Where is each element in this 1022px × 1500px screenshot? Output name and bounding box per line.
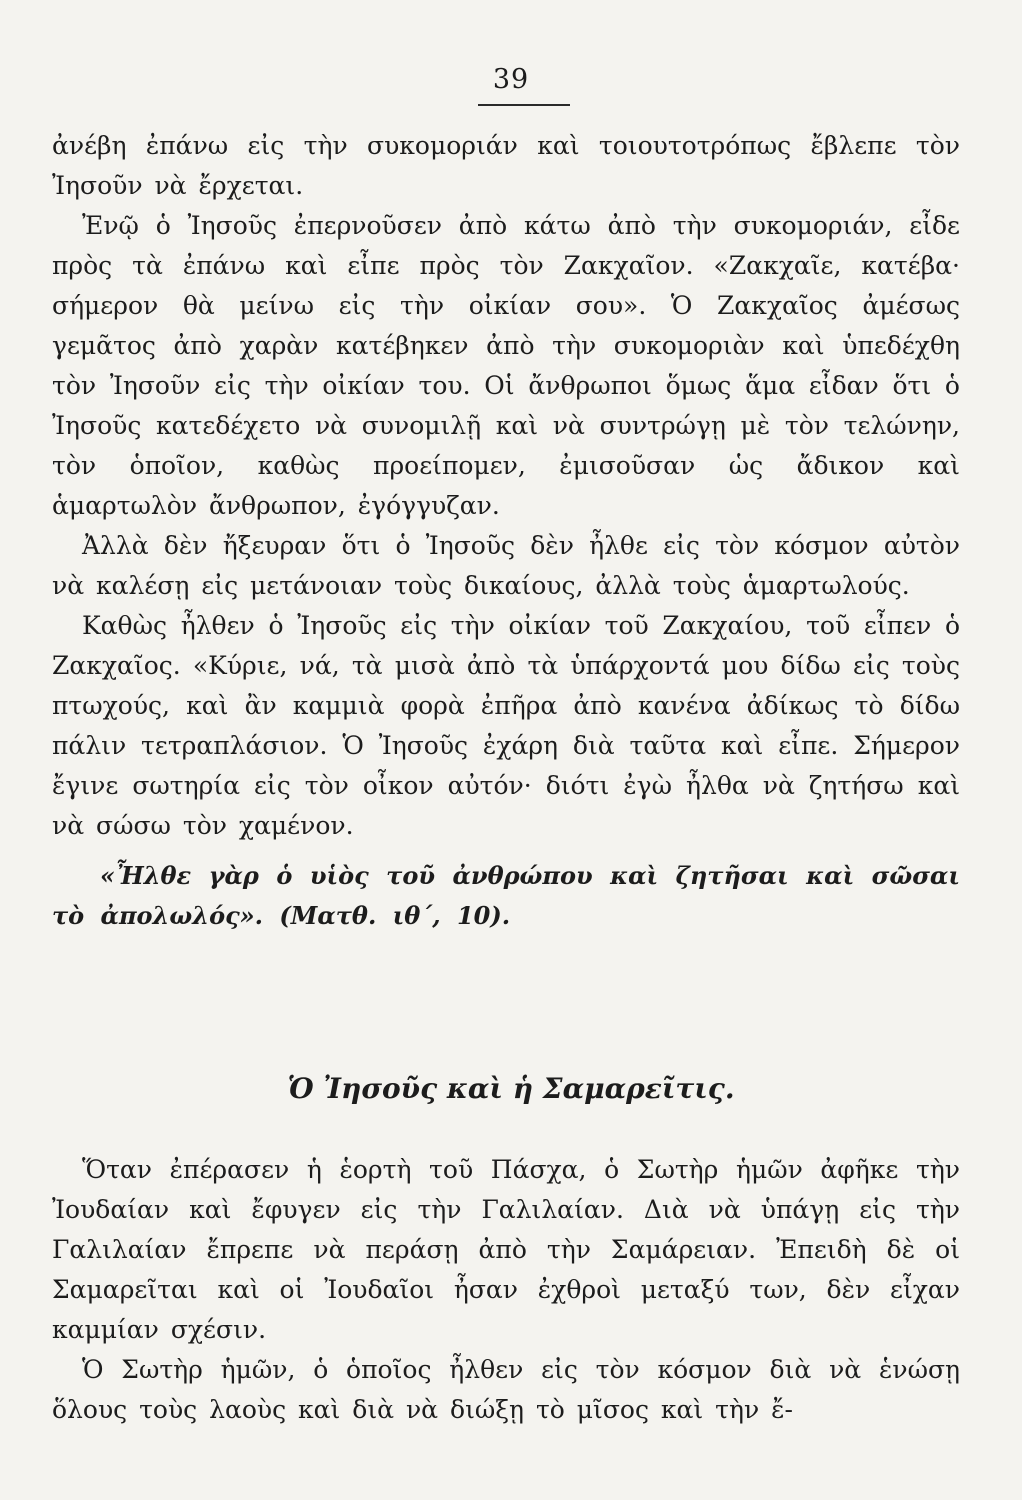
paragraph: Καθὼς ἦλθεν ὁ Ἰησοῦς εἰς τὴν οἰκίαν τοῦ Ζακχαίου, τοῦ εἶπεν ὁ Ζακχαῖος. «Κύριε, νά, τὰ μισὰ ἀπὸ τὰ ὑπάρχοντά μου δίδω εἰς τοὺς πτωχούς, καὶ ἂν καμμιὰ φορὰ ἐπῆρα ἀπὸ κανένα ἀδίκως τὸ δίδω πάλιν τετραπλάσιον. Ὁ Ἰησοῦς ἐχάρη διὰ ταῦτα καὶ εἶπε. Σήμερον ἔγινε σωτηρία εἰς τὸν οἶκον αὐτόν· διότι ἐγὼ ἦλθα νὰ ζητήσω καὶ νὰ σώσω τὸν χαμένον. [52, 611, 960, 840]
page-number: 39 [492, 64, 530, 95]
paragraph: Ὅταν ἐπέρασεν ἡ ἑορτὴ τοῦ Πάσχα, ὁ Σωτὴρ ἡμῶν ἀφῆκε τὴν Ἰουδαίαν καὶ ἔφυγεν εἰς τὴν Γαλιλαίαν. Διὰ νὰ ὑπάγῃ εἰς τὴν Γαλιλαίαν ἔπρεπε νὰ περάσῃ ἀπὸ τὴν Σαμάρειαν. Ἐπειδὴ δὲ οἱ Σαμαρεῖται καὶ οἱ Ἰουδαῖοι ἦσαν ἐχθροὶ μεταξύ των, δὲν εἶχαν καμμίαν σχέσιν. [52, 1155, 960, 1344]
section-heading: Ὁ Ἰησοῦς καὶ ἡ Σαμαρεῖτις. [287, 1072, 735, 1105]
paragraph: Ὁ Σωτὴρ ἡμῶν, ὁ ὁποῖος ἦλθεν εἰς τὸν κόσμον διὰ νὰ ἑνώσῃ ὅλους τοὺς λαοὺς καὶ διὰ νὰ διώξῃ τὸ μῖσος καὶ τὴν ἔ- [52, 1355, 960, 1424]
scripture-quote: «Ἦλθε γὰρ ὁ υἱὸς τοῦ ἀνθρώπου καὶ ζητῆσαι καὶ σῶσαι τὸ ἀπολωλός». (Ματθ. ιθ΄, 10). [52, 861, 960, 930]
main-text [52, 126, 960, 936]
section-text [52, 1150, 960, 1430]
paragraph: Ἐνῷ ὁ Ἰησοῦς ἐπερνοῦσεν ἀπὸ κάτω ἀπὸ τὴν συκομοριάν, εἶδε πρὸς τὰ ἐπάνω καὶ εἶπε πρὸς τὸν Ζακχαῖον. «Ζακχαῖε, κατέβα· σήμερον θὰ μείνω εἰς τὴν οἰκίαν σου». Ὁ Ζακχαῖος ἀμέσως γεμᾶτος ἀπὸ χαρὰν κατέβηκεν ἀπὸ τὴν συκομοριὰν καὶ ὑπεδέχθη τὸν Ἰησοῦν εἰς τὴν οἰκίαν του. Οἱ ἄνθρωποι ὅμως ἅμα εἶδαν ὅτι ὁ Ἰησοῦς κατεδέχετο νὰ συνομιλῇ καὶ νὰ συντρώγῃ μὲ τὸν τελώνην, τὸν ὁποῖον, καθὼς προείπομεν, ἐμισοῦσαν ὡς ἄδικον καὶ ἁμαρτωλὸν ἄνθρωπον, ἐγόγγυζαν. [52, 211, 960, 520]
paragraph: ἀνέβη ἐπάνω εἰς τὴν συκομοριάν καὶ τοιουτοτρόπως ἔβλεπε τὸν Ἰησοῦν νὰ ἔρχεται. [52, 131, 960, 200]
page-number-rule [478, 104, 570, 106]
paragraph: Ἀλλὰ δὲν ἤξευραν ὅτι ὁ Ἰησοῦς δὲν ἦλθε εἰς τὸν κόσμον αὐτὸν νὰ καλέσῃ εἰς μετάνοιαν τοὺς δικαίους, ἀλλὰ τοὺς ἁμαρτωλούς. [52, 531, 960, 600]
